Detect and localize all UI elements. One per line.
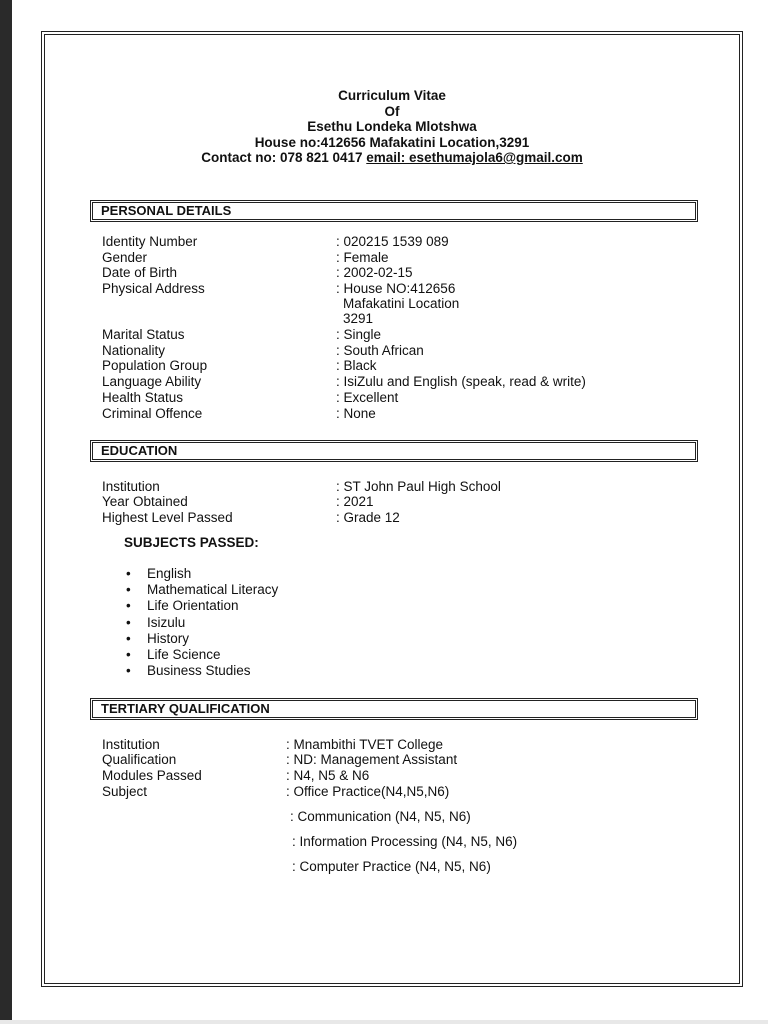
value-gender: : Female [336,250,389,265]
subject-name: English [147,566,192,581]
label-language-ability: Language Ability [102,374,202,389]
subjects-list [124,566,278,679]
bullet-icon: • [126,598,131,614]
cv-contact [41,150,743,166]
label-date-of-birth: Date of Birth [102,265,178,280]
value-subject-communication: : Communication (N4, N5, N6) [290,809,471,824]
bullet-icon: • [126,566,131,581]
email-link[interactable]: email: esethumajola6@gmail.com [366,150,583,165]
cv-header [41,88,743,166]
value-language-ability: : IsiZulu and English (speak, read & write) [336,374,586,389]
tertiary-qualification-heading: TERTIARY QUALIFICATION [90,698,698,720]
value-modules-passed: : N4, N5 & N6 [286,768,370,783]
contact-number: Contact no: 078 821 0417 [201,150,367,165]
subject-name: Business Studies [147,663,251,679]
label-year-obtained: Year Obtained [102,494,188,509]
label-population-group: Population Group [102,358,208,373]
label-gender: Gender [102,250,148,265]
value-edu-institution: : ST John Paul High School [336,479,501,494]
value-physical-address-line2: Mafakatini Location [343,296,460,311]
label-modules-passed: Modules Passed [102,768,202,783]
label-highest-level: Highest Level Passed [102,510,233,525]
label-physical-address: Physical Address [102,281,205,296]
value-nationality: : South African [336,343,424,358]
label-criminal-offence: Criminal Offence [102,406,203,421]
label-tertiary-institution: Institution [102,737,160,752]
bullet-icon: • [126,663,131,679]
label-nationality: Nationality [102,343,166,358]
subject-name: History [147,630,190,646]
label-subject: Subject [102,784,148,799]
bullet-icon: • [126,582,131,598]
value-tertiary-institution: : Mnambithi TVET College [286,737,444,752]
subject-name: Isizulu [147,614,186,630]
value-marital-status: : Single [336,327,382,342]
label-qualification: Qualification [102,752,177,767]
value-criminal-offence: : None [336,406,376,421]
label-identity-number: Identity Number [102,234,198,249]
scan-bottom-edge [0,1020,768,1024]
value-population-group: : Black [336,358,377,373]
value-year-obtained: : 2021 [336,494,374,509]
cv-name: Esethu Londeka Mlotshwa [307,119,477,134]
value-highest-level: : Grade 12 [336,510,400,525]
subject-name: Mathematical Literacy [147,582,279,598]
bullet-icon: • [126,647,131,663]
cv-title: Curriculum Vitae [338,88,446,103]
value-identity-number: : 020215 1539 089 [336,234,449,249]
list-item [124,631,278,647]
list-item [124,615,278,631]
cv-address: House no:412656 Mafakatini Location,3291 [254,134,530,150]
value-health-status: : Excellent [336,390,399,405]
subject-name: Life Science [147,647,221,663]
value-physical-address: : House NO:412656 [336,281,456,296]
value-qualification: : ND: Management Assistant [286,752,458,767]
value-subject-computer-practice: : Computer Practice (N4, N5, N6) [292,859,491,874]
scan-edge [0,0,12,1024]
label-health-status: Health Status [102,390,184,405]
subjects-passed-heading: SUBJECTS PASSED: [124,535,259,550]
bullet-icon: • [126,614,131,630]
education-heading: EDUCATION [90,440,698,462]
bullet-icon: • [126,630,131,646]
subject-name: Life Orientation [147,598,239,614]
list-item [124,582,278,598]
list-item [124,566,278,582]
label-edu-institution: Institution [102,479,160,494]
list-item [124,663,278,679]
personal-details-heading: PERSONAL DETAILS [90,200,698,222]
cv-of: Of [384,103,400,119]
value-subject: : Office Practice(N4,N5,N6) [286,784,450,799]
label-marital-status: Marital Status [102,327,185,342]
list-item [124,598,278,614]
list-item [124,647,278,663]
value-date-of-birth: : 2002-02-15 [336,265,413,280]
value-physical-address-line3: 3291 [343,311,374,326]
value-subject-information-processing: : Information Processing (N4, N5, N6) [292,834,518,849]
